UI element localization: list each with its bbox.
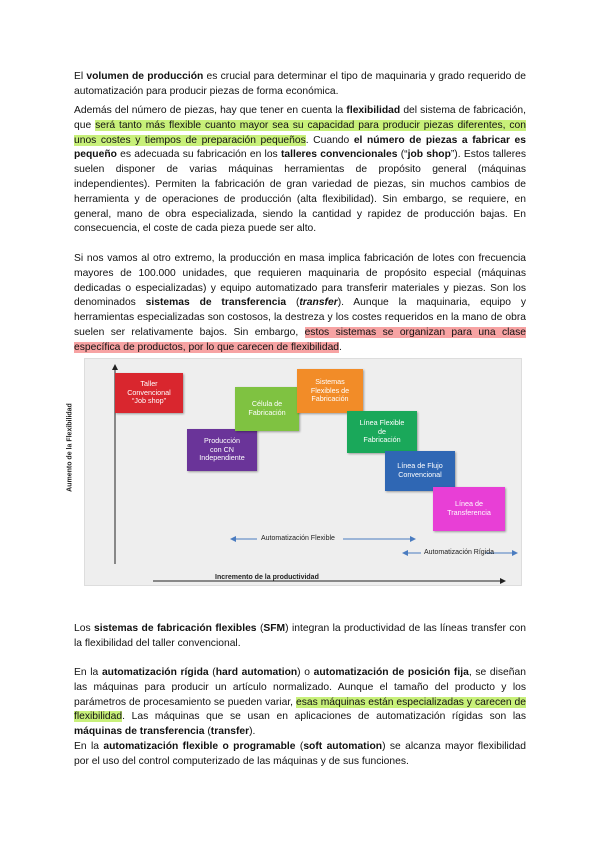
paragraph-automatizacion-flexible	[74, 740, 526, 770]
text: (	[286, 297, 300, 309]
paragraph-sfm	[74, 622, 526, 652]
text: (	[295, 741, 304, 752]
text: ) se alcanza mayor flexibilidad por el uso del control computerizado de las máquinas y de sus funciones.	[74, 741, 526, 767]
text: (	[204, 726, 211, 738]
text: ).	[249, 726, 256, 738]
box-linea-flexible: Línea Flexible de Fabricación	[347, 411, 417, 453]
bold-term: el número de piezas a fabricar es pequeño	[74, 134, 526, 161]
text: ). Aunque la maquinaria, equipo y herramientas especializadas son costosos, la destreza y los costes requeridos en la mano de obra suelen ser relativamente bajos. Sin embargo,	[74, 297, 526, 338]
flexible-automation-label: Automatización Flexible	[261, 535, 335, 542]
text: En la	[74, 667, 102, 678]
paragraph-volumen	[74, 70, 526, 100]
bold-term: talleres convencionales	[280, 149, 398, 161]
text: Los	[74, 623, 95, 634]
box-taller-convencional: Taller Convencional “Job shop”	[115, 373, 183, 413]
text: (	[208, 667, 216, 678]
bold-term: SFM	[263, 623, 286, 634]
bold-term: automatización rígida	[101, 667, 209, 678]
text: Además del número de piezas, hay que tener en cuenta la	[74, 105, 347, 116]
paragraph-automatizacion-rigida	[74, 666, 526, 740]
text: (“	[397, 149, 408, 161]
bold-term: sistemas de transferencia	[145, 297, 287, 309]
bold-italic-term: transfer	[299, 297, 338, 309]
text: ) integran la productividad de las líneas transfer con la flexibilidad del taller convencional.	[74, 623, 526, 649]
text: ) o	[297, 667, 314, 678]
bold-term: job shop	[407, 149, 451, 161]
bold-term: máquinas de transferencia	[74, 726, 205, 738]
text: . Cuando	[305, 134, 354, 146]
bold-term: automatización de posición fija	[313, 667, 469, 678]
text: , se diseñan las máquinas para producir un artículo normalizado. Aunque el tamaño del producto y los parámetros de procesamiento se pueden variar,	[74, 667, 526, 708]
text: .	[339, 341, 342, 353]
x-axis-label: Incremento de la productividad	[215, 574, 319, 581]
box-celula-fabricacion: Célula de Fabricación	[235, 387, 299, 431]
box-produccion-cn: Producción con CN Independiente	[187, 429, 257, 471]
bold-term: automatización flexible o programable	[103, 741, 296, 752]
bold-term: transfer	[210, 726, 250, 738]
highlight-green: esas máquinas están especializadas y carecen de flexibilidad	[74, 696, 527, 723]
bold-term: volumen de producción	[86, 71, 204, 82]
text: ”). Estos talleres suelen disponer de varias máquinas herramientas de propósito general (máquinas independientes). Permiten la fabricación de gran variedad de piezas, sin muchos cambios de herramienta y de operaciones de producción (alta flexibilidad). Sin embargo, se requiere, en general, mano de obra especializada, siendo la cantidad y rapidez de producción bajas. En consecuencia, el coste de cada pieza puede ser alto.	[74, 149, 527, 235]
text: (	[256, 623, 264, 634]
paragraph-flexibilidad	[74, 104, 526, 237]
flexibility-productivity-diagram	[66, 358, 522, 586]
bold-term: flexibilidad	[346, 105, 401, 116]
rigid-automation-label: Automatización Rígida	[424, 549, 495, 556]
bold-term: sistemas de fabricación flexibles	[94, 623, 257, 634]
y-axis-label: Aumento de la Flexibilidad	[66, 403, 74, 492]
bold-term: soft automation	[303, 741, 383, 752]
paragraph-transferencia	[74, 252, 526, 356]
text: El	[74, 71, 87, 82]
box-linea-flujo: Línea de Flujo Convencional	[385, 451, 455, 491]
highlight-red: estos sistemas se organizan para una clase específica de productos, por lo que carecen de flexibilidad	[74, 326, 526, 353]
text: del sistema de fabricación, que	[74, 105, 526, 131]
box-sistemas-flexibles: Sistemas Flexibles de Fabricación	[297, 369, 363, 413]
text: . Las máquinas que se usan en aplicaciones de automatización rígidas son las	[122, 711, 526, 723]
text: es adecuada su fabricación en los	[116, 149, 281, 161]
bold-term: hard automation	[215, 667, 298, 678]
box-linea-transferencia: Línea de Transferencia	[433, 487, 505, 531]
text: Si nos vamos al otro extremo, la producción en masa implica fabricación de lotes con frecuencia mayores de 100.000 unidades, que requieren maquinaria de propósito especial (máquinas dedicadas o especializadas) y equipo automatizado para transferir materiales y piezas. Son los denominados	[74, 253, 526, 309]
text: En la	[74, 741, 104, 752]
highlight-green: será tanto más flexible cuanto mayor sea su capacidad para producir piezas diferentes, con unos costes y tiempos de preparación pequeños	[74, 119, 526, 146]
text: es crucial para determinar el tipo de maquinaria y grado requerido de automatización para producir piezas de forma económica.	[74, 71, 526, 97]
